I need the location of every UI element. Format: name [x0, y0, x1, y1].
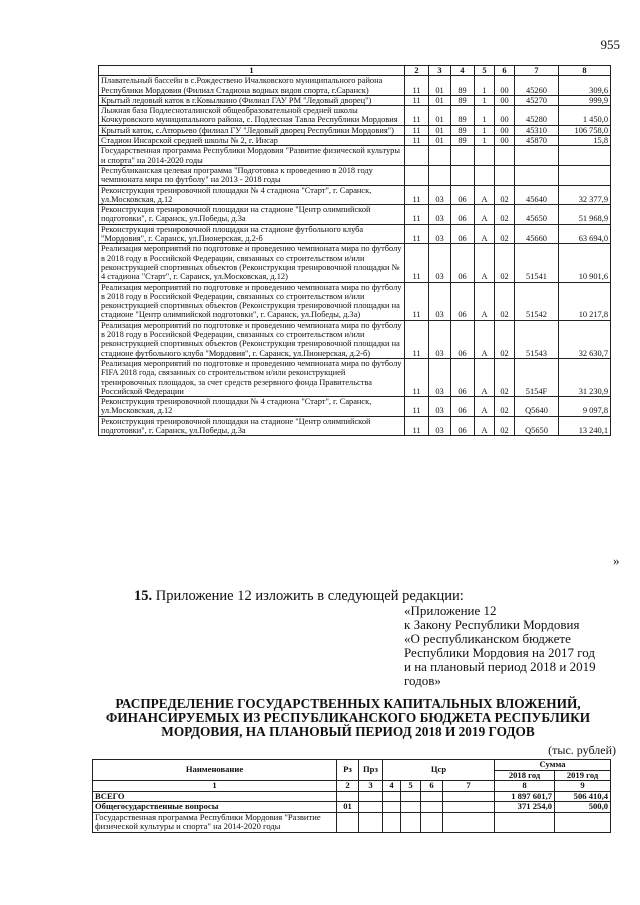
column-number: 1 — [93, 781, 337, 792]
row-cell: 45260 — [515, 76, 559, 96]
row-cell: 51543 — [515, 320, 559, 358]
row-name: Реконструкция тренировочной площадки на стадионе "Центр олимпийской подготовки", г. Саранск, ул.Победы, д.3а — [99, 205, 405, 225]
general-2019: 500,0 — [555, 802, 611, 813]
program-label: Государственная программа Республики Мордовия "Развитие физической культуры и спорта" на 2014-2020 годы — [93, 812, 337, 832]
row-cell: 03 — [429, 282, 451, 320]
table-row — [99, 224, 611, 244]
column-number: 8 — [559, 66, 611, 76]
col-2018-header: 2018 год — [495, 770, 555, 781]
row-name: Реализация мероприятий по подготовке и проведению чемпионата мира по футболу в 2018 году в Российской Федерации, связанных со строительством и/или реконструкцией спортивных объектов (Реконструкция тренировочной площадки № 4 стадиона "Старт", г. Саранск, ул.Московская, д.12) — [99, 244, 405, 282]
row-cell: 999,9 — [559, 95, 611, 105]
row-name: Реализация мероприятий по подготовке и проведению чемпионата мира по футболу в 2018 году в Российской Федерации, связанных со строительством и/или реконструкцией спортивных объектов (Реконструкция тренировочной площадки на стадионе футбольного клуба "Мордовия", г. Саранск, ул.Пионерская, д.2-б) — [99, 320, 405, 358]
table-row — [99, 185, 611, 205]
row-cell: 11 — [405, 397, 429, 417]
column-number: 2 — [405, 66, 429, 76]
row-cell: 03 — [429, 224, 451, 244]
row-cell: 10 901,6 — [559, 244, 611, 282]
row-cell: 32 377,9 — [559, 185, 611, 205]
row-cell: 03 — [429, 244, 451, 282]
row-cell: 106 758,0 — [559, 125, 611, 135]
row-cell: 02 — [495, 320, 515, 358]
row-cell: 02 — [495, 224, 515, 244]
row-name: Стадион Инсарской средней школы № 2, г. Инсар — [99, 136, 405, 146]
column-number: 8 — [495, 781, 555, 792]
amendment-text: Приложение 12 изложить в следующей редакции: — [155, 588, 464, 604]
row-cell: 03 — [429, 358, 451, 396]
row-cell: 06 — [451, 205, 475, 225]
row-name: Крытый каток, с.Атюрьево (филиал ГУ "Ледовый дворец Республики Мордовия") — [99, 125, 405, 135]
row-cell: 1 — [475, 95, 495, 105]
row-cell: А — [475, 358, 495, 396]
amendment-number: 15. — [134, 588, 153, 604]
table-row — [99, 397, 611, 417]
row-cell — [429, 146, 451, 166]
row-cell: 63 694,0 — [559, 224, 611, 244]
table-row — [99, 165, 611, 185]
row-cell: А — [475, 205, 495, 225]
row-cell: 11 — [405, 224, 429, 244]
row-name: Реализация мероприятий по подготовке и проведению чемпионата мира по футболу в 2018 году в Российской Федерации, связанных со строительством и/или реконструкцией спортивных объектов (Реконструкция тренировочной площадки на стадионе "Центр олимпийской подготовки", г. Саранск, ул.Победы, д.3а) — [99, 282, 405, 320]
row-cell: 11 — [405, 136, 429, 146]
row-cell: 1 — [475, 106, 495, 126]
table-row — [99, 416, 611, 436]
column-number-row — [93, 781, 611, 792]
row-cell: 00 — [495, 76, 515, 96]
row-cell: 06 — [451, 397, 475, 417]
row-cell: 9 097,8 — [559, 397, 611, 417]
row-cell: 11 — [405, 320, 429, 358]
row-name: Государственная программа Республики Мордовия "Развитие физической культуры и спорта" на 2014-2020 годы — [99, 146, 405, 166]
column-number: 2 — [337, 781, 359, 792]
row-cell: 45650 — [515, 205, 559, 225]
row-cell: А — [475, 397, 495, 417]
row-cell: 02 — [495, 185, 515, 205]
row-cell: 02 — [495, 282, 515, 320]
row-cell: 309,6 — [559, 76, 611, 96]
col-name-header: Наименование — [93, 760, 337, 781]
row-cell — [495, 146, 515, 166]
units-label: (тыс. рублей) — [548, 743, 616, 757]
table-head-row — [93, 760, 611, 771]
column-number: 4 — [383, 781, 401, 792]
col-2019-header: 2019 год — [555, 770, 611, 781]
table-row — [99, 95, 611, 105]
row-name: Реконструкция тренировочной площадки на стадионе "Центр олимпийской подготовки", г. Саранск, ул.Победы, д.3а — [99, 416, 405, 436]
row-cell — [475, 165, 495, 185]
row-cell: 11 — [405, 185, 429, 205]
closing-quote-mark: » — [613, 553, 620, 568]
table-row — [99, 282, 611, 320]
general-label: Общегосударственные вопросы — [93, 802, 337, 813]
row-cell: А — [475, 224, 495, 244]
row-cell: 45270 — [515, 95, 559, 105]
row-cell: 11 — [405, 106, 429, 126]
col-rz-header: Рз — [337, 760, 359, 781]
row-cell: 11 — [405, 282, 429, 320]
row-cell: 02 — [495, 397, 515, 417]
table-row — [99, 146, 611, 166]
column-number: 3 — [429, 66, 451, 76]
row-cell: 11 — [405, 244, 429, 282]
table-row — [99, 320, 611, 358]
column-number: 5 — [475, 66, 495, 76]
row-cell: 06 — [451, 320, 475, 358]
row-cell: 02 — [495, 205, 515, 225]
table-row-general — [93, 802, 611, 813]
row-cell: А — [475, 282, 495, 320]
row-cell: 11 — [405, 205, 429, 225]
row-cell — [559, 165, 611, 185]
row-cell: 01 — [429, 125, 451, 135]
row-cell: А — [475, 320, 495, 358]
col-prz-header: Прз — [359, 760, 383, 781]
appendix-header: «Приложение 12 к Закону Республики Мордовия «О республиканском бюджете Республики Мордовия на 2017 год и на плановый период 2018 и 2019 годов» — [404, 603, 596, 688]
row-cell — [405, 146, 429, 166]
row-name: Реконструкция тренировочной площадки № 4 стадиона "Старт", г. Саранск, ул.Московская, д.12 — [99, 185, 405, 205]
row-cell: 03 — [429, 185, 451, 205]
column-number: 5 — [401, 781, 421, 792]
total-2018: 1 897 601,7 — [495, 791, 555, 802]
column-number: 7 — [515, 66, 559, 76]
row-cell: 06 — [451, 244, 475, 282]
row-cell: 45310 — [515, 125, 559, 135]
row-cell: 45280 — [515, 106, 559, 126]
row-cell: 89 — [451, 136, 475, 146]
row-cell: 00 — [495, 95, 515, 105]
row-cell: А — [475, 185, 495, 205]
row-cell: 1 — [475, 136, 495, 146]
row-name: Крытый ледовый каток в г.Ковылкино (Филиал ГАУ РМ "Ледовый дворец") — [99, 95, 405, 105]
row-cell: 11 — [405, 358, 429, 396]
row-cell: 11 — [405, 95, 429, 105]
column-number: 7 — [443, 781, 495, 792]
row-cell: 51541 — [515, 244, 559, 282]
table-row — [99, 76, 611, 96]
row-cell: 1 450,0 — [559, 106, 611, 126]
column-number: 1 — [99, 66, 405, 76]
table-row — [99, 106, 611, 126]
row-cell: Q5650 — [515, 416, 559, 436]
column-number: 9 — [555, 781, 611, 792]
row-cell — [495, 165, 515, 185]
row-cell: 03 — [429, 205, 451, 225]
document-title: РАСПРЕДЕЛЕНИЕ ГОСУДАРСТВЕННЫХ КАПИТАЛЬНЫХ ВЛОЖЕНИЙ, ФИНАНСИРУЕМЫХ ИЗ РЕСПУБЛИКАНСКОГО БЮДЖЕТА РЕСПУБЛИКИ МОРДОВИЯ, НА ПЛАНОВЫЙ ПЕРИОД 2018 И 2019 ГОДОВ — [105, 696, 591, 739]
row-cell — [429, 165, 451, 185]
table-row — [99, 358, 611, 396]
row-cell — [515, 165, 559, 185]
column-number: 6 — [495, 66, 515, 76]
general-rz: 01 — [337, 802, 359, 813]
row-cell: 89 — [451, 125, 475, 135]
row-name: Реконструкция тренировочной площадки № 4 стадиона "Старт", г. Саранск, ул.Московская, д.12 — [99, 397, 405, 417]
capital-investments-table-continued — [98, 65, 611, 436]
row-cell — [451, 165, 475, 185]
row-cell: 13 240,1 — [559, 416, 611, 436]
table-row — [99, 244, 611, 282]
row-cell: 00 — [495, 106, 515, 126]
table-row — [99, 136, 611, 146]
row-cell: 10 217,8 — [559, 282, 611, 320]
column-number: 4 — [451, 66, 475, 76]
row-cell: 89 — [451, 106, 475, 126]
row-cell — [559, 146, 611, 166]
col-csr-header: Цср — [383, 760, 495, 781]
row-cell: 89 — [451, 76, 475, 96]
row-cell: 06 — [451, 282, 475, 320]
row-cell — [475, 146, 495, 166]
row-cell: 02 — [495, 416, 515, 436]
row-cell: 1 — [475, 125, 495, 135]
table-row-program — [93, 812, 611, 832]
row-cell: 00 — [495, 125, 515, 135]
row-cell: 51542 — [515, 282, 559, 320]
row-name: Реконструкция тренировочной площадки на стадионе футбольного клуба "Мордовия", г. Саранск, ул.Пионерская, д.2-б — [99, 224, 405, 244]
row-cell: 1 — [475, 76, 495, 96]
row-cell: 06 — [451, 358, 475, 396]
row-cell: А — [475, 244, 495, 282]
row-cell: 51 968,9 — [559, 205, 611, 225]
row-cell: 03 — [429, 397, 451, 417]
row-cell: 03 — [429, 416, 451, 436]
row-cell: 00 — [495, 136, 515, 146]
row-cell: 01 — [429, 106, 451, 126]
row-cell — [405, 165, 429, 185]
row-cell: 31 230,9 — [559, 358, 611, 396]
row-cell: 01 — [429, 76, 451, 96]
table-row-total — [93, 791, 611, 802]
row-cell: 11 — [405, 76, 429, 96]
row-cell: 01 — [429, 95, 451, 105]
row-cell: 03 — [429, 320, 451, 358]
table-row — [99, 205, 611, 225]
general-2018: 371 254,0 — [495, 802, 555, 813]
row-name: Реализация мероприятий по подготовке и проведению чемпионата мира по футболу FIFA 2018 года, связанных со строительством и/или реконструкцией тренировочных площадок, за счет средств резервного фонда Правительства Российской Федерации — [99, 358, 405, 396]
row-cell: 89 — [451, 95, 475, 105]
row-cell: 06 — [451, 416, 475, 436]
column-number-row — [99, 66, 611, 76]
row-cell: 02 — [495, 244, 515, 282]
row-cell: 11 — [405, 416, 429, 436]
table-row — [99, 125, 611, 135]
row-cell: А — [475, 416, 495, 436]
row-cell: Q5640 — [515, 397, 559, 417]
row-cell: 06 — [451, 224, 475, 244]
column-number: 3 — [359, 781, 383, 792]
row-cell: 01 — [429, 136, 451, 146]
row-cell: 02 — [495, 358, 515, 396]
page-number: 955 — [600, 37, 620, 52]
capital-investments-plan-table — [92, 759, 611, 833]
row-name: Республиканская целевая программа "Подготовка к проведению в 2018 году чемпионата мира по футболу" на 2013 - 2018 годы — [99, 165, 405, 185]
row-cell: 32 630,7 — [559, 320, 611, 358]
total-2019: 506 410,4 — [555, 791, 611, 802]
row-cell: 5154F — [515, 358, 559, 396]
row-name: Плавательный бассейн в с.Рождествено Ичалковского муниципального района Республики Мордовия (Филиал Стадиона водных видов спорта, г.Саранск) — [99, 76, 405, 96]
row-cell: 06 — [451, 185, 475, 205]
row-cell: 45640 — [515, 185, 559, 205]
row-cell: 45660 — [515, 224, 559, 244]
total-label: ВСЕГО — [93, 791, 337, 802]
row-cell: 15,8 — [559, 136, 611, 146]
row-cell — [451, 146, 475, 166]
row-cell: 45870 — [515, 136, 559, 146]
row-cell: 11 — [405, 125, 429, 135]
row-cell — [515, 146, 559, 166]
col-sum-header: Сумма — [495, 760, 611, 771]
row-name: Лыжная база Подлесноталинской общеобразовательной средней школы Кочкуровского муниципального района, с. Подлесная Тавла Республики Мордовия — [99, 106, 405, 126]
column-number: 6 — [421, 781, 443, 792]
